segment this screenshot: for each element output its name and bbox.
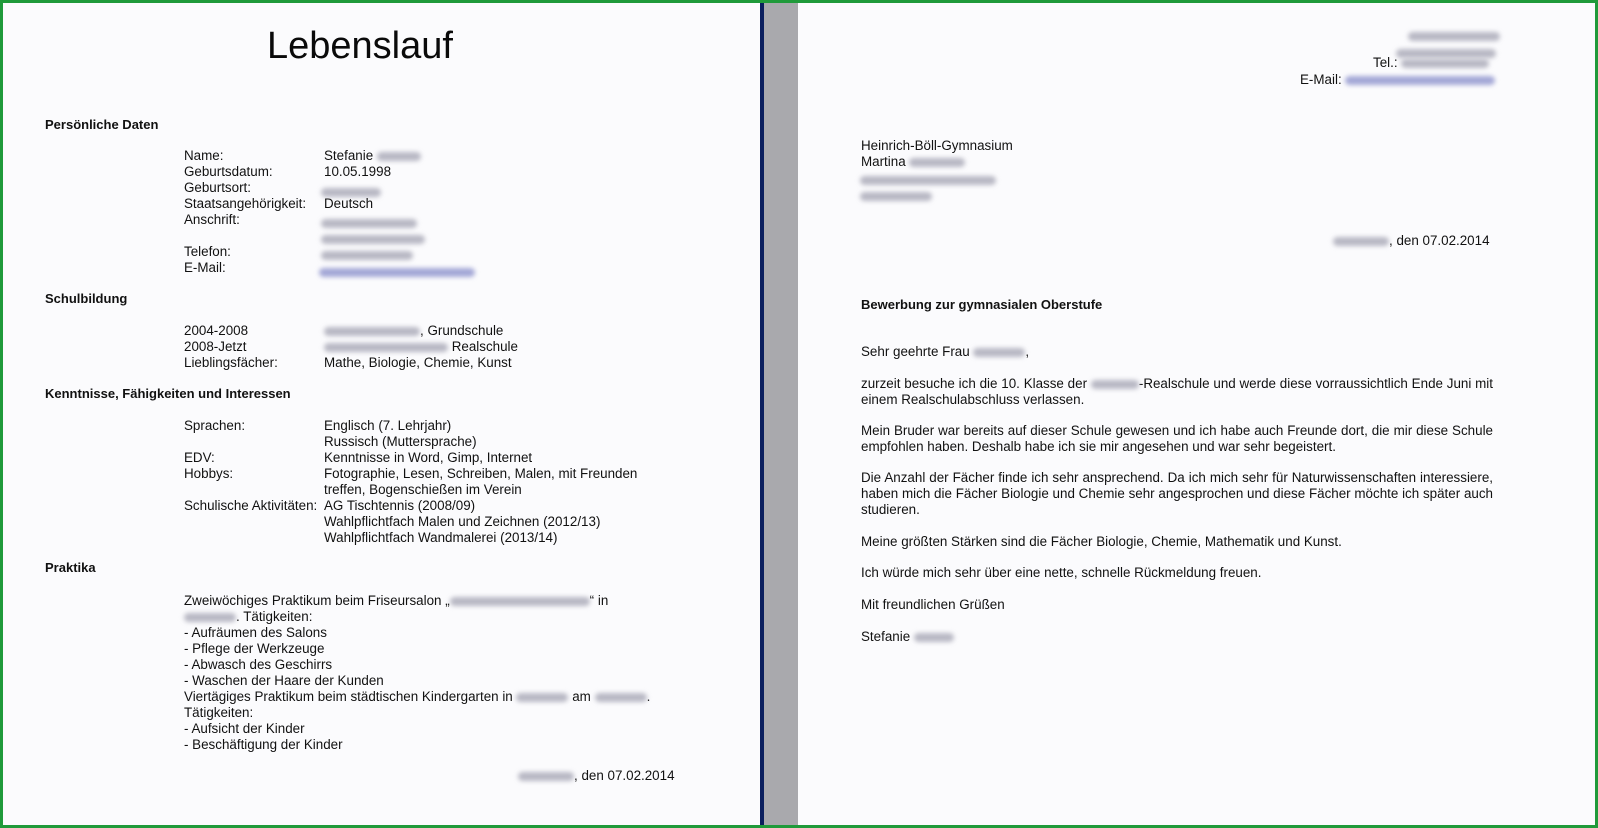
letter-date: , den 07.02.2014 [1333,233,1490,249]
redacted-school [1091,380,1139,389]
sender-email: E-Mail: [1300,72,1495,88]
redacted-email [319,264,475,282]
section-personal-heading: Persönliche Daten [45,117,159,132]
internship-1-task: - Aufräumen des Salons [184,625,327,640]
skills-activity-2: Wahlpflichtfach Malen und Zeichnen (2012/13) [324,514,601,529]
letter-subject: Bewerbung zur gymnasialen Oberstufe [861,297,1103,312]
skills-edv-value: Kenntnisse in Word, Gimp, Internet [324,450,533,465]
internship-1-task: - Pflege der Werkzeuge [184,641,325,656]
recipient-school: Heinrich-Böll-Gymnasium [861,138,1013,153]
redacted-surname [973,348,1025,357]
label-birthdate: Geburtsdatum: [184,164,273,179]
redacted-surname [377,152,421,161]
letter-paragraph-1: zurzeit besuche ich die 10. Klasse der -Realschule und werde diese vorraussichtlich Ende Juni mit einem Realschulabschluss verlassen. [861,376,1493,407]
skills-activities-label: Schulische Aktivitäten: [184,498,318,513]
redacted-city [1333,237,1389,246]
school-row-1-label: 2004-2008 [184,323,249,338]
value-name: Stefanie [324,148,421,164]
section-internships-heading: Praktika [45,560,96,575]
skills-activity-3: Wahlpflichtfach Wandmalerei (2013/14) [324,530,558,545]
redacted-surname [914,633,954,642]
internship-2-task: - Aufsicht der Kinder [184,721,305,736]
letter-paragraph-2: Mein Bruder war bereits auf dieser Schule gewesen und ich habe auch Freunde dort, die mir diese Schule empfohlen haben. Deshalb habe ich sie mir angesehen und war sehr begeistert. [861,423,1493,454]
school-row-2-label: 2008-Jetzt [184,339,247,354]
letter-paragraph-5: Ich würde mich sehr über eine nette, schnelle Rückmeldung freuen. [861,565,1262,580]
value-nationality: Deutsch [324,196,374,211]
redacted-city [518,772,574,781]
internship-2-line: Viertägiges Praktikum beim städtischen Kindergarten in am . [184,689,651,704]
skills-language-2: Russisch (Muttersprache) [324,434,477,449]
letter-paragraph-4: Meine größten Stärken sind die Fächer Biologie, Chemie, Mathematik und Kunst. [861,534,1342,549]
label-address: Anschrift: [184,212,240,227]
redacted-phone [1401,59,1489,68]
internship-2-task: - Beschäftigung der Kinder [184,737,343,752]
skills-languages-label: Sprachen: [184,418,246,433]
redacted-salon [450,597,590,606]
internship-1-task: - Waschen der Haare der Kunden [184,673,384,688]
redacted-surname [909,158,965,167]
resume-date: , den 07.02.2014 [518,768,675,784]
school-row-2-value: Realschule [324,339,518,355]
document-frame [3,3,1595,825]
letter-salutation: Sehr geehrte Frau , [861,344,1030,359]
value-birthdate: 10.05.1998 [324,164,392,179]
redacted-recipient-city [860,188,932,206]
skills-hobbies-line-1: Fotographie, Lesen, Schreiben, Malen, mit Freunden [324,466,638,481]
letter-closing: Mit freundlichen Grüßen [861,597,1005,612]
skills-activity-1: AG Tischtennis (2008/09) [324,498,476,513]
letter-paragraph-3: Die Anzahl der Fächer finde ich sehr ansprechend. Da ich mich sehr für Naturwissenschaften interessiere, haben mich die Fächer Biologie und Chemie sehr angesprochen und diese Fächer möchte ich später auch studieren. [861,470,1493,517]
page-gutter [764,3,798,825]
internship-1-line: Zweiwöchiges Praktikum beim Friseursalon „ “ in [184,593,609,608]
skills-hobbies-label: Hobbys: [184,466,234,481]
redacted-date [595,693,647,702]
redacted-email [1345,76,1495,85]
redacted-school [324,327,420,336]
skills-language-1: Englisch (7. Lehrjahr) [324,418,452,433]
sender-phone: Tel.: [1373,55,1489,71]
school-row-1-value: , Grundschule [324,323,503,339]
redacted-city [184,613,236,622]
internship-1-task: - Abwasch des Geschirrs [184,657,333,672]
label-phone: Telefon: [184,244,231,259]
redacted-school [324,343,448,352]
resume-title: Lebenslauf [267,25,453,67]
redacted-sender-name [1408,28,1500,46]
school-row-3-label: Lieblingsfächer: [184,355,278,370]
label-birthplace: Geburtsort: [184,180,251,195]
label-email: E-Mail: [184,260,226,275]
label-nationality: Staatsangehörigkeit: [184,196,307,211]
recipient-name: Martina [861,154,965,170]
section-skills-heading: Kenntnisse, Fähigkeiten und Interessen [45,386,291,401]
skills-edv-label: EDV: [184,450,215,465]
redacted-city [516,693,568,702]
internship-1-place: . Tätigkeiten: [184,609,312,625]
resume-page [3,3,760,825]
redacted-phone [321,247,413,265]
skills-hobbies-line-2: treffen, Bogenschießen im Verein [324,482,522,497]
letter-page [798,3,1595,825]
school-row-3-value: Mathe, Biologie, Chemie, Kunst [324,355,512,370]
label-name: Name: [184,148,224,163]
letter-signature: Stefanie [861,629,954,645]
internship-2-tasks-label: Tätigkeiten: [184,705,254,720]
section-school-heading: Schulbildung [45,291,128,306]
